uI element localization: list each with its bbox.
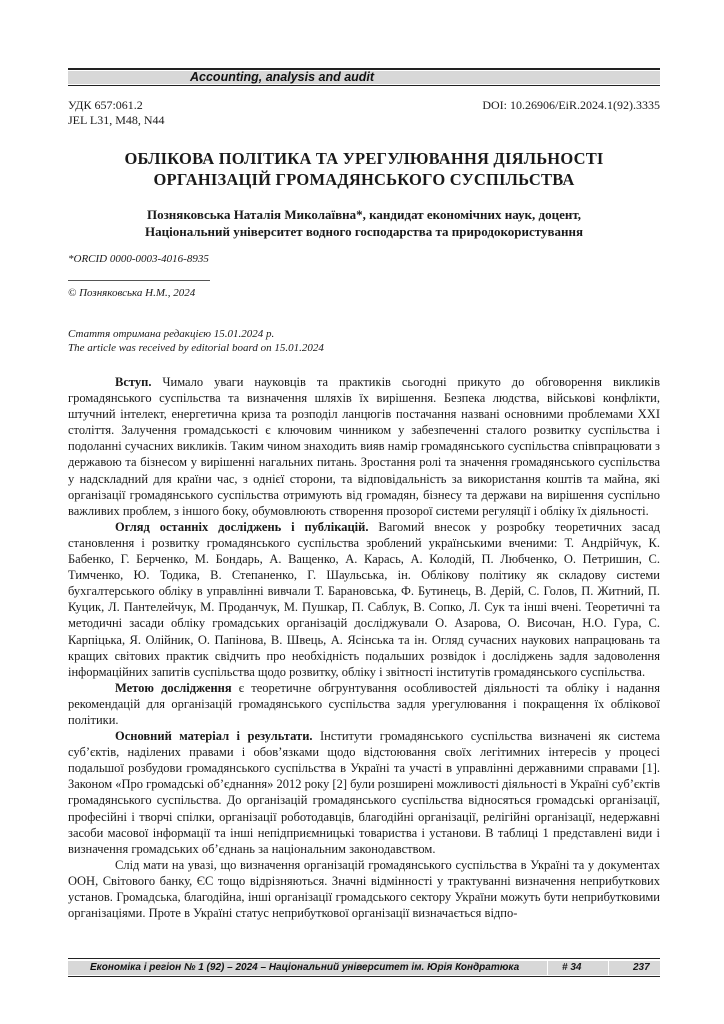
paragraph-literature-review xyxy=(68,519,660,680)
author-block xyxy=(68,206,660,240)
paragraph-text: є теоретичне обгрунтування особливостей діяльності та обліку і надання рекомендацій для організацій громадянського суспільства задля урегулювання і покращення їх облікової політики. xyxy=(68,680,660,727)
doi: DOI: 10.26906/EiR.2024.1(92).3335 xyxy=(482,98,660,112)
footnote-separator xyxy=(68,280,210,281)
footer-rule-bottom xyxy=(68,976,660,977)
udc-code: УДК 657:061.2 xyxy=(68,98,143,112)
received-note xyxy=(68,327,324,355)
paragraph-heading: Огляд останніх досліджень і публікацій. xyxy=(115,519,369,534)
paragraph-text: Чимало уваги науковців та практиків сьогодні прикуто до обговорення викликів громадянського суспільства та визначення шляхів їх вирішення. Безпека людства, військові конфлікти, штучний інтелект, енергетична криза та розподіл ланцюгів постачання названі основними проблемами XXI століття. Залучення громадськості є ключовим чинником у забезпеченні сталого розвитку суспільства і подоланні сучасних викликів. Таким чином знаходить вияв намір громадянського суспільства співпрацювати з державою та бізнесом у вирішенні нагальних питань. Зростання ролі та значення громадянського суспільства у надскладний для країни час, з однієї сторони, та відповідальність за використання коштів та майна, які організації громадянського суспільства отримують від громадян, бізнесу та держави на вирішення суспільно важливих проблем, з іншого боку, обумовлюють створення прозорої системи регуляції і обліку їх діяльності. xyxy=(68,375,660,518)
paragraph-introduction xyxy=(68,374,660,519)
jel-code: JEL L31, M48, N44 xyxy=(68,113,165,127)
title-line-2: ОРГАНІЗАЦІЙ ГРОМАДЯНСЬКОГО СУСПІЛЬСТВА xyxy=(153,170,575,189)
footer-divider xyxy=(608,961,609,975)
footer-rule-top xyxy=(68,958,660,959)
footer-issue: # 34 xyxy=(562,962,582,973)
paragraph-continuation xyxy=(68,857,660,921)
author-name: Позняковська Наталія Миколаївна*, кандидат економічних наук, доцент, xyxy=(146,207,582,222)
title-line-1: ОБЛІКОВА ПОЛІТИКА ТА УРЕГУЛЮВАННЯ ДІЯЛЬНОСТІ xyxy=(124,149,604,168)
orcid: *ORCID 0000-0003-4016-8935 xyxy=(68,253,209,265)
article-title xyxy=(68,148,660,190)
header-rule-bottom xyxy=(68,85,660,86)
paragraph-text: Інститути громадянського суспільства визначені як система суб’єктів, наділених правами і обов’язками щодо відстоювання своїх легітимних інтересів у процесі подальшої розбудови громадянського суспільства в Україні та участі в управлінні державними справами [1]. Законом «Про громадські об’єднання» 2012 року [2] були розширені можливості діяльності в Україні суб’єктів громадянського суспільства. До організацій громадянського суспільства відносяться громадські організації, професійні і творчі спілки, організації роботодавців, благодійні організації, релігійні організації, недержавні засоби масової інформації та інші непідприємницькі товариства і установи. В таблиці 1 представлені види і визначення громадських об’єднань за національним законодавством. xyxy=(68,729,660,856)
classification-codes xyxy=(68,98,165,128)
footer-divider xyxy=(547,961,548,975)
paragraph-heading: Вступ. xyxy=(115,375,152,389)
copyright: © Позняковська Н.М., 2024 xyxy=(68,287,196,299)
page-number: 237 xyxy=(633,962,650,973)
paragraph-main-results xyxy=(68,728,660,857)
paragraph-heading: Основний матеріал і результати. xyxy=(115,729,313,744)
paragraph-aim xyxy=(68,680,660,728)
paragraph-text: Слід мати на увазі, що визначення організацій громадянського суспільства в Україні та у документах ООН, Світового банку, ЄС тощо відрізняються. Значні відмінності у трактуванні визначення неприбуткових установ. Громадська, благодійна, інші організації громадського сектору України можуть бути неприбутковими організаціями. Проте в Україні статус неприбуткової організації визначається відпо- xyxy=(68,857,660,921)
section-header: Accounting, analysis and audit xyxy=(190,70,375,84)
article-body xyxy=(68,374,660,921)
paragraph-text: Вагомий внесок у розробку теоретичних засад становлення і розвитку громадянського суспільства зроблений українськими вченими: Т. Андрійчук, К. Бабенко, Г. Берченко, М. Бондарь, А. Ващенко, А. Карась, А. Колодій, П. Любченко, О. Петришин, С. Тимченко, Ю. Тодика, В. Степаненко, Г. Шаульська, ін. Облікову політику як складову системи бухгалтерського обліку в управлінні вивчали Т. Барановська, Ф. Бутинець, В. Дерій, С. Голов, П. Житний, П. Куцик, Л. Пантелейчук, М. Проданчук, М. Пушкар, П. Саблук, В. Сопко, Л. Сук та інші вчені. Теоретичні та методичні засади обліку громадських організацій досліджували О. Азарова, О. Височан, Н.О. Гура, С. Карпіцька, Я. Олійник, О. Папінова, В. Швець, А. Ясінська та ін. Огляд сучасних наукових напрацювань та кращих світових практик свідчить про необхідність подальших розвідок і досліджень задля задоволення інформаційних запитів суспільства щодо розвитку, обліку і звітності інститутів громадянського суспільства. xyxy=(68,519,660,679)
paragraph-heading: Метою дослідження xyxy=(115,680,232,695)
received-uk: Стаття отримана редакцією 15.01.2024 р. xyxy=(68,328,275,340)
received-en: The article was received by editorial board on 15.01.2024 xyxy=(68,342,324,354)
footer-journal: Економіка і регіон № 1 (92) – 2024 – Національний університет ім. Юрія Кондратюка xyxy=(90,962,520,973)
author-affiliation: Національний університет водного господарства та природокористування xyxy=(144,224,584,239)
